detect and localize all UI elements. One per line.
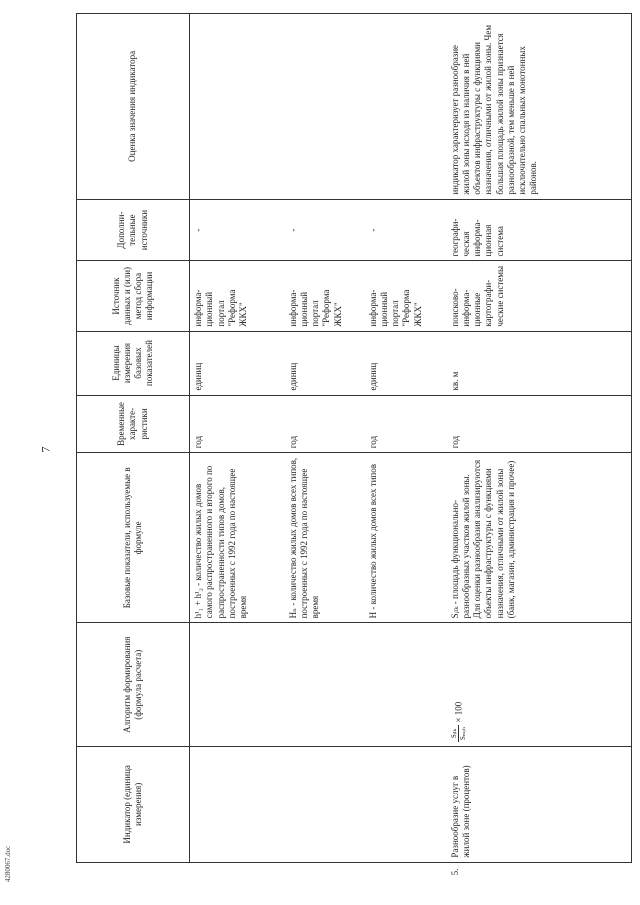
row-base: H - количество жилых домов всех типов xyxy=(365,453,447,623)
row-formula xyxy=(447,623,632,747)
table-row xyxy=(365,14,447,894)
row-eval xyxy=(285,14,365,200)
row-indicator xyxy=(190,747,285,862)
row-formula xyxy=(365,623,447,747)
row-extra: - xyxy=(190,199,285,261)
formula-numerator: Sᵢₗₖ xyxy=(450,725,460,742)
row-extra: географи-ческая информа-ционная система xyxy=(447,199,632,261)
row-source: информа-ционный портал "Реформа ЖКХ" xyxy=(285,261,365,331)
header-time: Временные характе-ристики xyxy=(77,395,190,453)
row-eval: индикатор характеризует разнообразие жилой зоны исходя из наличия в ней объектов инфраструктуры с функциями назначения, отличными от жилой зоны. Чем большая площадь жилой зоны признается разнообразной, тем меньше в ней исключительно спальных монотонных районов. xyxy=(447,14,632,200)
table-row xyxy=(190,14,285,894)
row-num xyxy=(365,862,447,893)
header-base: Базовые показатели, используемые в формуле xyxy=(77,453,190,623)
row-source: поисково-информа-ционные картографи-ческие системы xyxy=(447,261,632,331)
table-row xyxy=(447,14,632,894)
row-indicator xyxy=(365,747,447,862)
indicator-table xyxy=(76,13,632,893)
row-time: год xyxy=(365,395,447,453)
header-source: Источник данных и (или) метод сбора информации xyxy=(77,261,190,331)
header-eval: Оценка значения индикатора xyxy=(77,14,190,200)
row-num: 5. xyxy=(449,868,460,876)
row-eval xyxy=(365,14,447,200)
row-source: информа-ционный портал "Реформа ЖКХ" xyxy=(365,261,447,331)
row-formula xyxy=(285,623,365,747)
row-extra: - xyxy=(285,199,365,261)
row-unit: единиц xyxy=(285,331,365,395)
row-unit: единиц xyxy=(365,331,447,395)
row-unit: кв. м xyxy=(447,331,632,395)
row-eval xyxy=(190,14,285,200)
header-unit: Единицы измерения базовых показателей xyxy=(77,331,190,395)
row-time: год xyxy=(285,395,365,453)
row-source: информа-ционный портал "Реформа ЖКХ" xyxy=(190,261,285,331)
header-extra: Дополни-тельные источники xyxy=(77,199,190,261)
header-indicator: Индикатор (единица измерения) xyxy=(77,747,190,862)
row-indicator xyxy=(285,747,365,862)
table-header-row xyxy=(77,14,190,894)
row-num xyxy=(285,862,365,893)
row-num xyxy=(190,862,285,893)
row-extra: - xyxy=(365,199,447,261)
row-unit: единиц xyxy=(190,331,285,395)
row-formula xyxy=(190,623,285,747)
header-num xyxy=(77,862,190,893)
formula-denominator: Sₘₓₕ xyxy=(459,726,468,741)
row-time: год xyxy=(190,395,285,453)
document-filename: 4280067.doc xyxy=(4,845,13,883)
rotated-table-container xyxy=(76,13,636,893)
table-row xyxy=(285,14,365,894)
row-base: Hₙ - количество жилых домов всех типов, построенных с 1992 года по настоящее время xyxy=(285,453,365,623)
page-number: 7 xyxy=(38,446,53,453)
row-time: год xyxy=(447,395,632,453)
row-indicator: Разнообразие услуг в жилой зоне (процентов) xyxy=(447,747,632,862)
row-base: h¹₁ + h¹₂ - количество жилых домов самого распространенного и второго по распространенности типов домов, построенных с 1992 года по настоящее время xyxy=(190,453,285,623)
row-base: Sᵢₗₖ - площадь функционально-разнообразных участков жилой зоны. Для оценки разнообразия анализируются объекты инфраструктуры с функциями назначения, отличными от жилой зоны (банк, магазин, администрация и прочее) xyxy=(447,453,632,623)
formula-multiplier: × 100 xyxy=(452,701,463,723)
header-formula: Алгоритм формирования (формула расчета) xyxy=(77,623,190,747)
formula-fraction xyxy=(450,725,469,742)
